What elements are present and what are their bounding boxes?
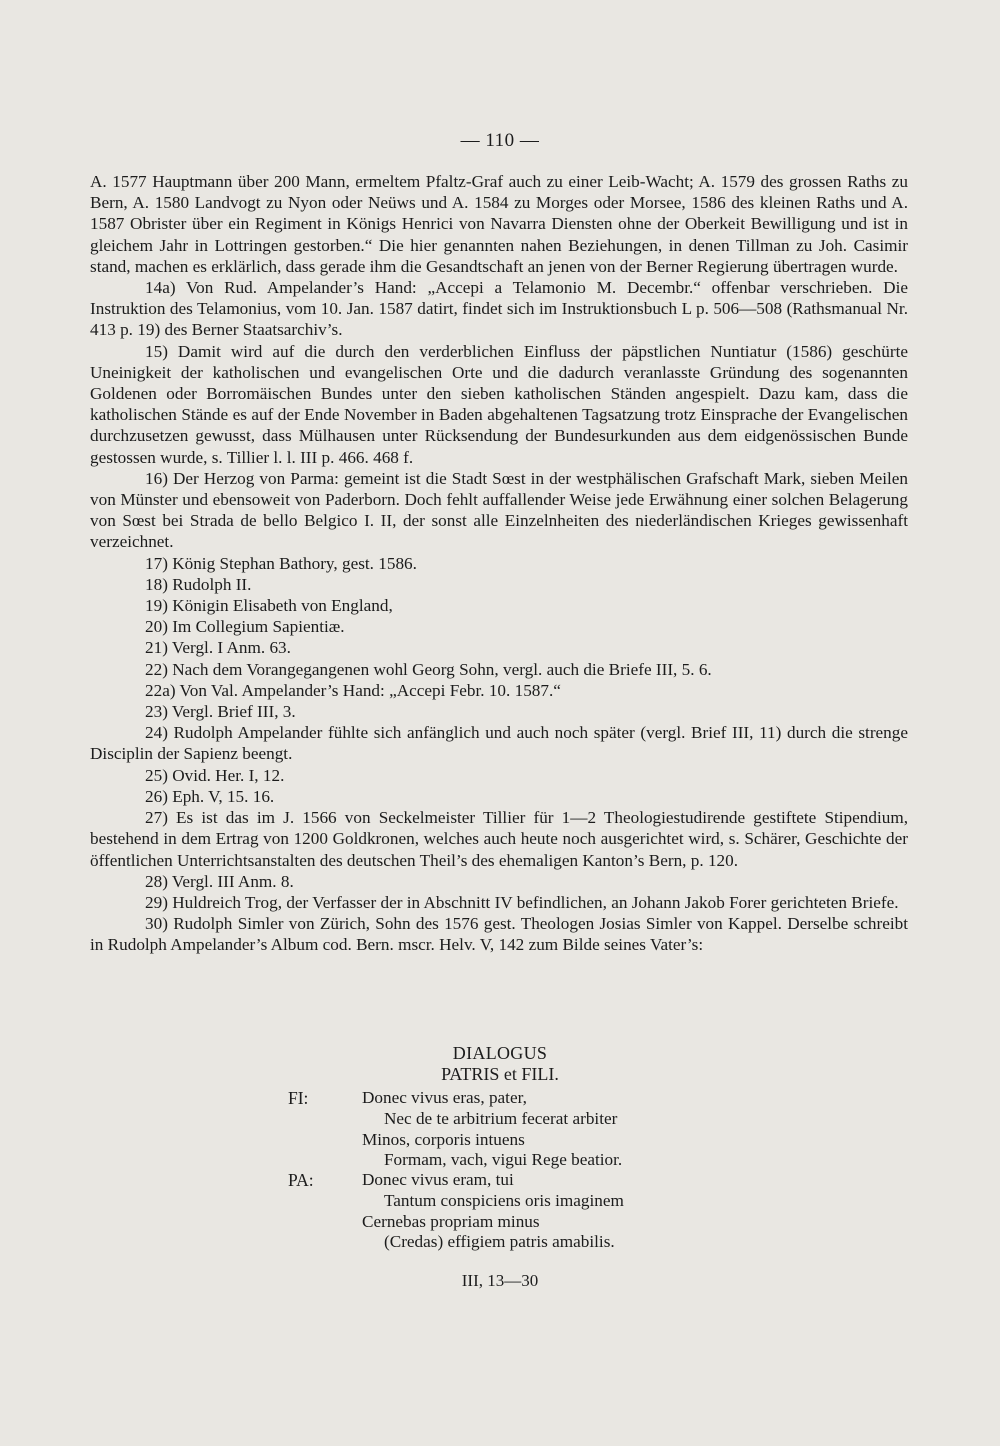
footnote-18: 18) Rudolph II. — [145, 574, 252, 594]
poem-title: DIALOGUS — [452, 1043, 548, 1063]
footnote-25: 25) Ovid. Her. I, 12. — [145, 765, 285, 785]
footnote-20: 20) Im Collegium Sapientiæ. — [145, 617, 345, 637]
verse-line: Minos, corporis intuens — [362, 1130, 525, 1149]
body-text — [90, 171, 908, 956]
footnote-22: 22) Nach dem Vorangegangenen wohl Georg Sohn, vergl. auch die Briefe III, 5. 6. — [145, 659, 712, 679]
verse-line: Tantum conspiciens oris imaginem — [384, 1191, 624, 1210]
verse-line: Formam, vach, vigui Rege beatior. — [384, 1150, 623, 1169]
footnote-14a: 14a) Von Rud. Ampelander’s Hand: „Accepi a Telamonio M. Decembr.“ offenbar verschrieben. Die Instruktion des Telamonius, vom 10. Jan. 1587 datirt, findet sich im Instruktionsbuch L p. 506—508 (Rathsmanual Nr. 413 p. 19) des Berner Staatsarchiv’s. — [90, 278, 908, 340]
footnote-21: 21) Vergl. I Anm. 63. — [145, 638, 291, 658]
verse-line: Donec vivus eram, tui — [362, 1170, 514, 1189]
footnote-28: 28) Vergl. III Anm. 8. — [145, 871, 294, 891]
footnote-26: 26) Eph. V, 15. 16. — [145, 786, 275, 806]
footnote-16: 16) Der Herzog von Parma: gemeint ist die Stadt Sœst in der westphälischen Grafschaft Mark, sieben Meilen von Münster und ebensoweit von Paderborn. Doch fehlt auffallender Weise jede Erwähnung einer solchen Belagerung von Sœst bei Strada de bello Belgico I. II, der sonst alle Einzelnheiten des niederländischen Krieges gewissenhaft verzeichnet. — [90, 468, 908, 552]
verse-line: Nec de te arbitrium fecerat arbiter — [384, 1109, 618, 1128]
footnote-19: 19) Königin Elisabeth von England, — [145, 596, 393, 616]
signature-mark: III, 13—30 — [461, 1271, 539, 1290]
speaker-pa: PA: — [288, 1170, 314, 1190]
footnote-15: 15) Damit wird auf die durch den verderblichen Einfluss der päpstlichen Nuntiatur (1586) geschürte Uneinigkeit der katholischen und evangelischen Orte und die dadurch veranlasste Gründung des sogenannten Goldenen oder Borromäischen Bundes unter den sieben katholischen Ständen angespielt. Dazu kam, dass die katholischen Stände es auf der Ende November in Baden abgehaltenen Tagsatzung trotz Einsprache der Evangelischen durchzusetzen gewusst, dass Mülhausen unter Rücksendung der Bundesurkunden aus dem eidgenössischen Bunde gestossen wurde, s. Tillier l. l. III p. 466. 468 f. — [90, 341, 908, 467]
footnote-17: 17) König Stephan Bathory, gest. 1586. — [145, 553, 417, 573]
page-number: — 110 — — [460, 130, 540, 151]
verse-line: Donec vivus eras, pater, — [362, 1088, 527, 1107]
speaker-fi: FI: — [288, 1088, 309, 1108]
verse-line: Cernebas propriam minus — [362, 1212, 540, 1231]
poem-subtitle: PATRIS et FILI. — [441, 1064, 559, 1084]
footnote-23: 23) Vergl. Brief III, 3. — [145, 702, 296, 722]
footnote-24: 24) Rudolph Ampelander fühlte sich anfänglich und auch noch später (vergl. Brief III, 11) durch die strenge Disciplin der Sapienz beengt. — [90, 723, 908, 764]
footnote-27: 27) Es ist das im J. 1566 von Seckelmeister Tillier für 1—2 Theologiestudirende gestiftete Stipendium, bestehend in dem Ertrag von 1200 Goldkronen, welches auch heute noch ausgerichtet wird, s. Schärer, Geschichte der öffentlichen Unterrichtsanstalten des deutschen Theil’s des ehemaligen Kanton’s Bern, p. 120. — [90, 808, 908, 870]
footnote-29: 29) Huldreich Trog, der Verfasser der in Abschnitt IV befindlichen, an Johann Jakob Forer gerichteten Briefe. — [145, 892, 899, 912]
verse-line: (Credas) effigiem patris amabilis. — [384, 1232, 615, 1251]
footnote-30: 30) Rudolph Simler von Zürich, Sohn des 1576 gest. Theologen Josias Simler von Kappel. Derselbe schreibt in Rudolph Ampelander’s Album cod. Bern. mscr. Helv. V, 142 zum Bilde seines Vater’s: — [90, 914, 908, 955]
paragraph-1: A. 1577 Hauptmann über 200 Mann, ermeltem Pfaltz-Graf auch zu einer Leib-Wacht; A. 1579 des grossen Raths zu Bern, A. 1580 Landvogt zu Nyon oder Neüws und A. 1584 zu Morges oder Morsee, 1586 des kleinen Raths und A. 1587 Obrister über ein Regiment in Königs Henrici von Navarra Diensten ohne der Oberkeit Bewilligung und ist in gleichem Jahr in Lottringen gestorben.“ Die hier genannten nahen Beziehungen, in denen Tillman zu Joh. Casimir stand, machen es erklärlich, dass gerade ihm die Gesandtschaft an jenen von der Berner Regierung übertragen wurde. — [90, 172, 908, 276]
footnote-22a: 22a) Von Val. Ampelander’s Hand: „Accepi Febr. 10. 1587.“ — [145, 680, 561, 700]
